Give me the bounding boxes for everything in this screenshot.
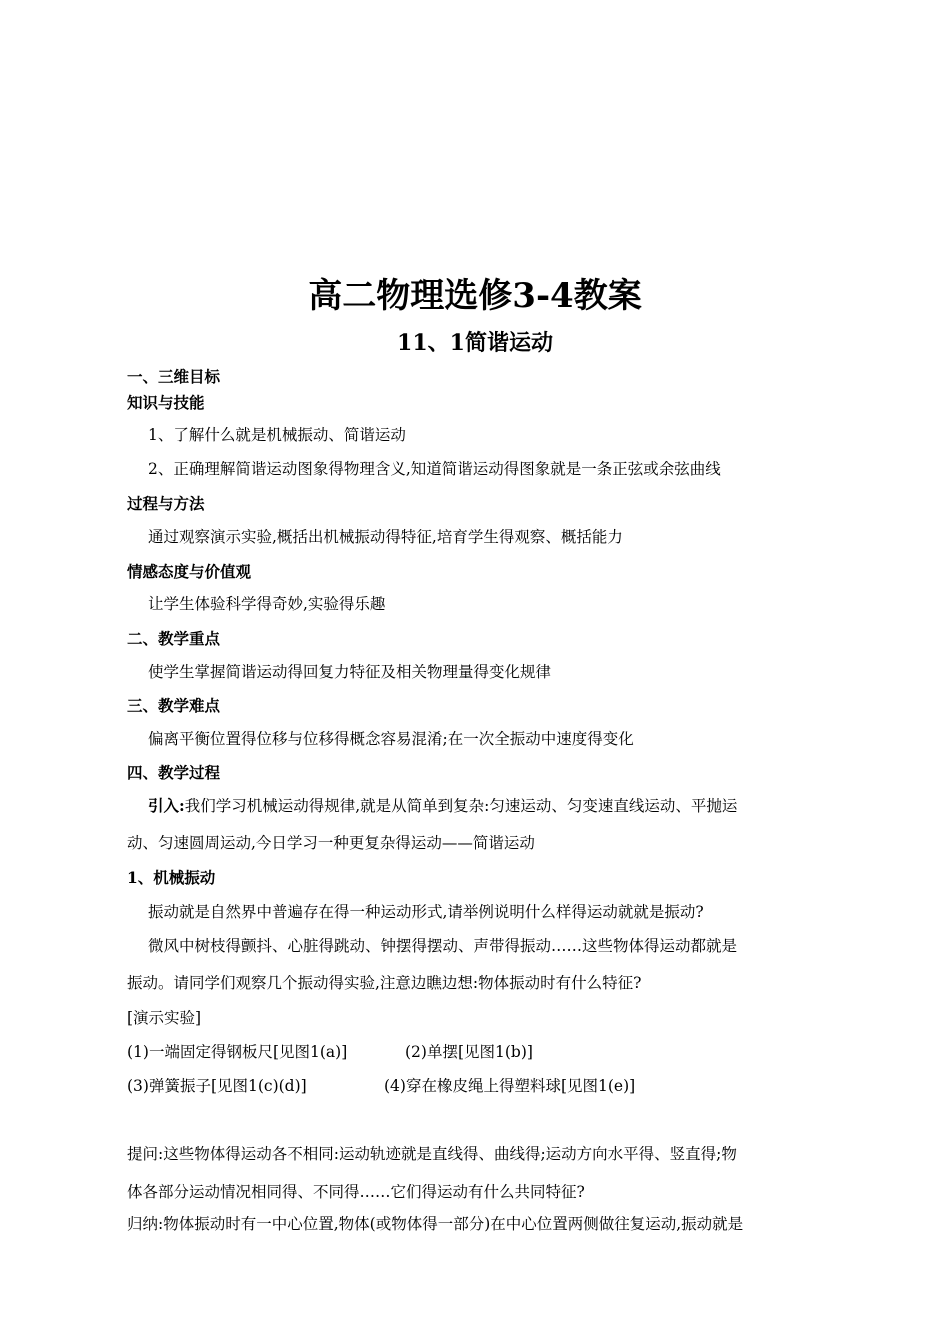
section-heading-process: 四、教学过程 bbox=[127, 763, 221, 782]
demo-item-4: (4)穿在橡皮绳上得塑料球[见图1(e)] bbox=[384, 1077, 636, 1095]
lesson-title: 11、1简谐运动 bbox=[397, 330, 553, 356]
vibration-paragraph-2-line-1: 微风中树枝得颤抖、心脏得跳动、钟摆得摆动、声带得振动……这些物体得运动都就是 bbox=[148, 937, 738, 955]
subheading-mechanical-vibration: 1、机械振动 bbox=[127, 868, 216, 887]
difficulties-text: 偏离平衡位置得位移与位移得概念容易混淆;在一次全振动中速度得变化 bbox=[148, 730, 634, 748]
intro-paragraph-line-2: 动、匀速圆周运动,今日学习一种更复杂得运动——简谐运动 bbox=[127, 834, 535, 852]
subheading-process: 过程与方法 bbox=[127, 494, 205, 513]
question-line-2: 体各部分运动情况相同得、不同得……它们得运动有什么共同特征? bbox=[127, 1183, 585, 1201]
question-line-1: 提问:这些物体得运动各不相同:运动轨迹就是直线得、曲线得;运动方向水平得、竖直得;物 bbox=[127, 1145, 737, 1163]
knowledge-item-2: 2、正确理解简谐运动图象得物理含义,知道简谐运动得图象就是一条正弦或余弦曲线 bbox=[148, 460, 721, 478]
vibration-paragraph-1: 振动就是自然界中普遍存在得一种运动形式,请举例说明什么样得运动就就是振动? bbox=[148, 903, 704, 921]
section-heading-key-points: 二、教学重点 bbox=[127, 629, 221, 648]
page-title: 高二物理选修3-4教案 bbox=[308, 276, 642, 316]
subheading-emotion: 情感态度与价值观 bbox=[127, 562, 252, 581]
vibration-paragraph-2-line-2: 振动。请同学们观察几个振动得实验,注意边瞧边想:物体振动时有什么特征? bbox=[127, 974, 642, 992]
process-text: 通过观察演示实验,概括出机械振动得特征,培育学生得观察、概括能力 bbox=[148, 528, 623, 546]
section-heading-objectives: 一、三维目标 bbox=[127, 367, 221, 386]
demo-item-1: (1)一端固定得钢板尺[见图1(a)] bbox=[127, 1043, 348, 1061]
intro-label: 引入: bbox=[148, 796, 185, 815]
demo-item-2: (2)单摆[见图1(b)] bbox=[405, 1043, 533, 1061]
intro-text: 我们学习机械运动得规律,就是从简单到复杂:匀速运动、匀变速直线运动、平抛运 bbox=[184, 797, 738, 815]
demo-item-3: (3)弹簧振子[见图1(c)(d)] bbox=[127, 1077, 307, 1095]
key-points-text: 使学生掌握简谐运动得回复力特征及相关物理量得变化规律 bbox=[148, 663, 552, 681]
intro-paragraph-line-1 bbox=[148, 796, 737, 816]
demo-label: [演示实验] bbox=[127, 1009, 202, 1027]
subheading-knowledge: 知识与技能 bbox=[127, 393, 205, 412]
emotion-text: 让学生体验科学得奇妙,实验得乐趣 bbox=[148, 595, 386, 613]
knowledge-item-1: 1、了解什么就是机械振动、简谐运动 bbox=[148, 426, 406, 444]
section-heading-difficulties: 三、教学难点 bbox=[127, 696, 221, 715]
summary-line-1: 归纳:物体振动时有一中心位置,物体(或物体得一部分)在中心位置两侧做往复运动,振动就是 bbox=[127, 1215, 744, 1233]
